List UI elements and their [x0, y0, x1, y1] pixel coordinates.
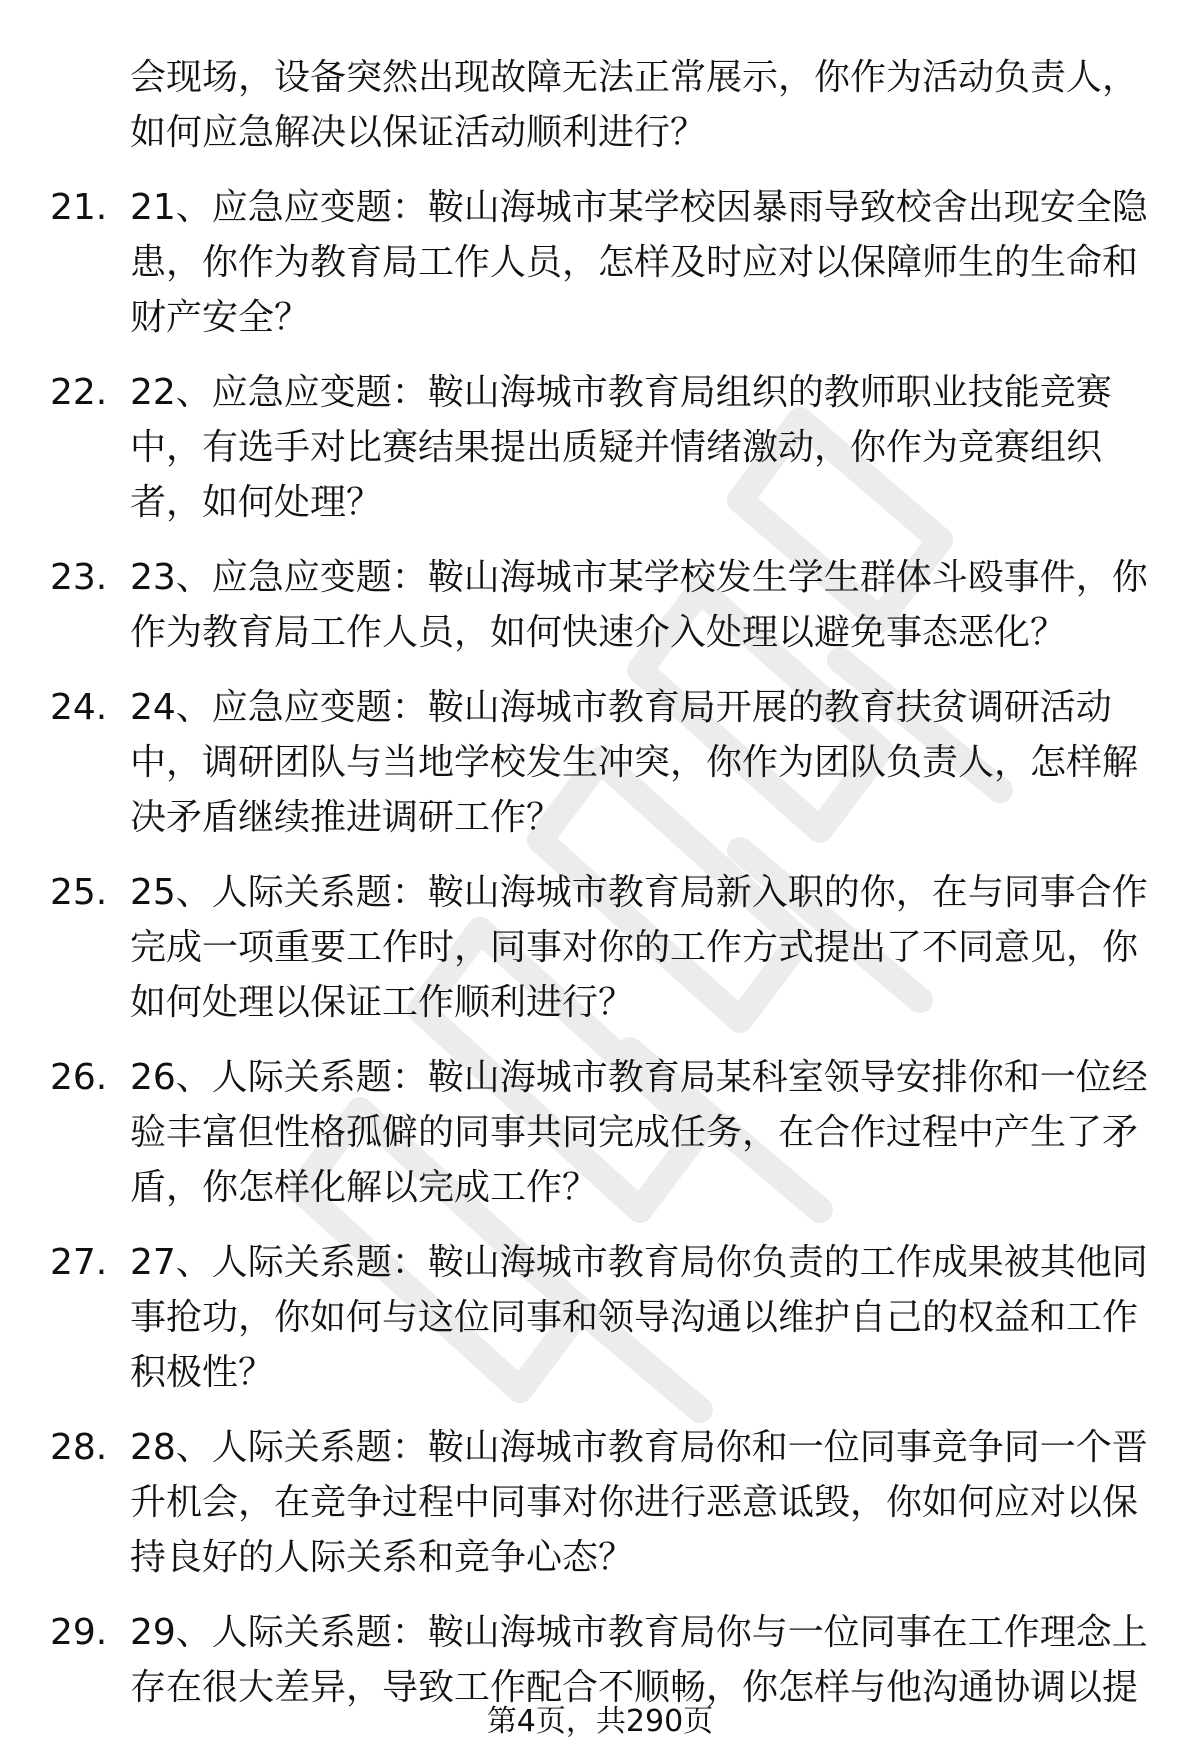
continued-paragraph: 会现场，设备突然出现故障无法正常展示，你作为活动负责人，如何应急解决以保证活动顺利进行？ [130, 57, 1139, 153]
item-text: 23、应急应变题：鞍山海城市某学校发生学生群体斗殴事件，你作为教育局工作人员，如何快速介入处理以避免事态恶化？ [130, 557, 1148, 653]
item-text: 26、人际关系题：鞍山海城市教育局某科室领导安排你和一位经验丰富但性格孤僻的同事共同完成任务，在合作过程中产生了矛盾，你怎样化解以完成工作？ [130, 1057, 1148, 1208]
item-text: 28、人际关系题：鞍山海城市教育局你和一位同事竞争同一个晋升机会，在竞争过程中同事对你进行恶意诋毁，你如何应对以保持良好的人际关系和竞争心态？ [130, 1427, 1148, 1578]
question-list [0, 50, 1200, 1735]
item-number: 25. [50, 872, 108, 913]
item-text: 27、人际关系题：鞍山海城市教育局你负责的工作成果被其他同事抢功，你如何与这位同事和领导沟通以维护自己的权益和工作积极性？ [130, 1242, 1148, 1393]
item-text: 21、应急应变题：鞍山海城市某学校因暴雨导致校舍出现安全隐患，你作为教育局工作人员，怎样及时应对以保障师生的生命和财产安全？ [130, 187, 1148, 338]
item-number: 24. [50, 687, 108, 728]
list-item [50, 180, 1150, 345]
list-item [50, 1420, 1150, 1585]
item-number: 29. [50, 1612, 108, 1653]
page-footer: 第4页，共290页 [486, 1704, 714, 1739]
item-text: 29、人际关系题：鞍山海城市教育局你与一位同事在工作理念上存在很大差异，导致工作配合不顺畅，你怎样与他沟通协调以提 [130, 1612, 1148, 1708]
item-text: 22、应急应变题：鞍山海城市教育局组织的教师职业技能竞赛中，有选手对比赛结果提出质疑并情绪激动，你作为竞赛组织者，如何处理？ [130, 372, 1112, 523]
item-number: 27. [50, 1242, 108, 1283]
list-item [50, 1050, 1150, 1215]
list-item [50, 865, 1150, 1030]
item-text: 25、人际关系题：鞍山海城市教育局新入职的你，在与同事合作完成一项重要工作时，同事对你的工作方式提出了不同意见，你如何处理以保证工作顺利进行？ [130, 872, 1148, 1023]
item-number: 26. [50, 1057, 108, 1098]
list-item [50, 1235, 1150, 1400]
item-number: 28. [50, 1427, 108, 1468]
item-number: 23. [50, 557, 108, 598]
item-text: 24、应急应变题：鞍山海城市教育局开展的教育扶贫调研活动中，调研团队与当地学校发生冲突，你作为团队负责人，怎样解决矛盾继续推进调研工作？ [130, 687, 1139, 838]
item-number: 21. [50, 187, 108, 228]
item-number: 22. [50, 372, 108, 413]
list-item [50, 680, 1150, 845]
list-item [50, 1605, 1150, 1715]
list-item [50, 550, 1150, 660]
list-item [50, 365, 1150, 530]
